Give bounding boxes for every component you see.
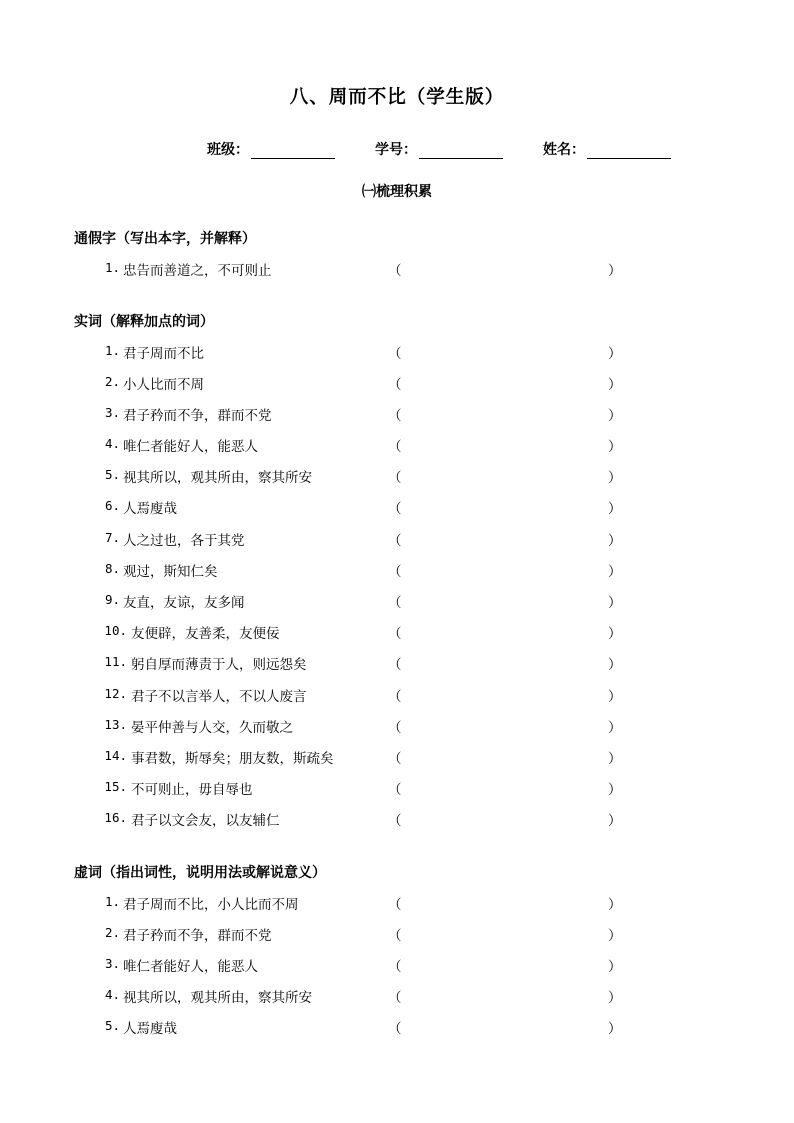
- item-number: 10.: [104, 623, 127, 638]
- list-item: [0, 809, 794, 829]
- item-text: 晏平仲善与人交，久而敬之: [131, 720, 293, 736]
- list-item: [0, 497, 794, 517]
- item-text: 君子矜而不争，群而不党: [123, 408, 272, 424]
- item-text: 人焉廋哉: [123, 1021, 177, 1037]
- item-number: 4.: [104, 987, 120, 1002]
- answer-close-paren: ）: [608, 377, 622, 393]
- list-item: [0, 685, 794, 705]
- answer-close-paren: ）: [608, 263, 622, 279]
- answer-close-paren: ）: [608, 689, 622, 705]
- answer-close-paren: ）: [608, 408, 622, 424]
- name-label: 姓名：: [543, 142, 585, 158]
- item-number: 2.: [104, 925, 120, 940]
- list-item: [0, 747, 794, 767]
- list-item: [0, 622, 794, 642]
- answer-close-paren: ）: [608, 959, 622, 975]
- answer-open-paren[interactable]: （: [388, 408, 402, 424]
- section-title-tongjiazi: 通假字（写出本字，并解释）: [74, 231, 256, 247]
- item-number: 15.: [104, 779, 127, 794]
- item-number: 4.: [104, 436, 120, 451]
- answer-open-paren[interactable]: （: [388, 782, 402, 798]
- page-title: 八、周而不比（学生版）: [289, 87, 505, 108]
- answer-open-paren[interactable]: （: [388, 813, 402, 829]
- item-number: 1.: [104, 343, 120, 358]
- answer-close-paren: ）: [608, 346, 622, 362]
- answer-close-paren: ）: [608, 720, 622, 736]
- list-item: [0, 924, 794, 944]
- list-item: [0, 404, 794, 424]
- list-item: [0, 591, 794, 611]
- item-number: 5.: [104, 467, 120, 482]
- item-text: 唯仁者能好人，能恶人: [123, 439, 258, 455]
- class-blank[interactable]: [251, 144, 335, 159]
- item-text: 事君数，斯辱矣；朋友数，斯疏矣: [131, 751, 334, 767]
- list-item: [0, 893, 794, 913]
- answer-close-paren: ）: [608, 564, 622, 580]
- item-text: 视其所以，观其所由，察其所安: [123, 990, 312, 1006]
- answer-open-paren[interactable]: （: [388, 533, 402, 549]
- list-item: [0, 342, 794, 362]
- list-item: [0, 435, 794, 455]
- answer-open-paren[interactable]: （: [388, 751, 402, 767]
- answer-close-paren: ）: [608, 928, 622, 944]
- item-text: 人焉廋哉: [123, 501, 177, 517]
- item-text: 君子周而不比: [123, 346, 204, 362]
- answer-open-paren[interactable]: （: [388, 263, 402, 279]
- item-text: 不可则止，毋自辱也: [131, 782, 253, 798]
- list-item: [0, 1017, 794, 1037]
- item-number: 12.: [104, 686, 127, 701]
- answer-open-paren[interactable]: （: [388, 1021, 402, 1037]
- item-number: 7.: [104, 530, 120, 545]
- item-number: 1.: [104, 260, 120, 275]
- answer-open-paren[interactable]: （: [388, 897, 402, 913]
- answer-close-paren: ）: [608, 657, 622, 673]
- answer-close-paren: ）: [608, 813, 622, 829]
- answer-open-paren[interactable]: （: [388, 657, 402, 673]
- answer-open-paren[interactable]: （: [388, 501, 402, 517]
- item-number: 13.: [104, 717, 127, 732]
- item-text: 友直，友谅，友多闻: [123, 595, 245, 611]
- item-text: 友便辟，友善柔，友便佞: [131, 626, 280, 642]
- section-title-xuci: 虚词（指出词性，说明用法或解说意义）: [74, 865, 326, 881]
- answer-close-paren: ）: [608, 897, 622, 913]
- item-number: 14.: [104, 748, 127, 763]
- item-number: 11.: [104, 654, 127, 669]
- list-item: [0, 466, 794, 486]
- list-item: [0, 653, 794, 673]
- answer-open-paren[interactable]: （: [388, 564, 402, 580]
- item-text: 人之过也，各于其党: [123, 533, 245, 549]
- student-id-blank[interactable]: [419, 144, 503, 159]
- name-blank[interactable]: [587, 144, 671, 159]
- answer-open-paren[interactable]: （: [388, 346, 402, 362]
- list-item: [0, 716, 794, 736]
- item-text: 小人比而不周: [123, 377, 204, 393]
- item-number: 6.: [104, 498, 120, 513]
- answer-open-paren[interactable]: （: [388, 689, 402, 705]
- item-text: 唯仁者能好人，能恶人: [123, 959, 258, 975]
- section-title-shici: 实词（解释加点的词）: [74, 314, 214, 330]
- answer-open-paren[interactable]: （: [388, 595, 402, 611]
- item-text: 躬自厚而薄责于人，则远怨矣: [131, 657, 307, 673]
- list-item: [0, 259, 794, 279]
- item-number: 3.: [104, 405, 120, 420]
- answer-close-paren: ）: [608, 439, 622, 455]
- answer-open-paren[interactable]: （: [388, 377, 402, 393]
- item-number: 9.: [104, 592, 120, 607]
- answer-close-paren: ）: [608, 782, 622, 798]
- item-number: 2.: [104, 374, 120, 389]
- answer-close-paren: ）: [608, 1021, 622, 1037]
- list-item: [0, 529, 794, 549]
- item-text: 君子不以言举人，不以人废言: [131, 689, 307, 705]
- item-number: 8.: [104, 561, 120, 576]
- answer-open-paren[interactable]: （: [388, 439, 402, 455]
- item-text: 君子以文会友，以友辅仁: [131, 813, 280, 829]
- answer-close-paren: ）: [608, 470, 622, 486]
- list-item: [0, 560, 794, 580]
- list-item: [0, 778, 794, 798]
- item-text: 君子矜而不争，群而不党: [123, 928, 272, 944]
- list-item: [0, 986, 794, 1006]
- answer-open-paren[interactable]: （: [388, 626, 402, 642]
- item-number: 16.: [104, 810, 127, 825]
- answer-open-paren[interactable]: （: [388, 928, 402, 944]
- answer-open-paren[interactable]: （: [388, 720, 402, 736]
- answer-open-paren[interactable]: （: [388, 470, 402, 486]
- answer-close-paren: ）: [608, 990, 622, 1006]
- item-number: 3.: [104, 956, 120, 971]
- answer-close-paren: ）: [608, 501, 622, 517]
- answer-close-paren: ）: [608, 595, 622, 611]
- student-id-label: 学号：: [375, 142, 417, 158]
- item-text: 观过，斯知仁矣: [123, 564, 218, 580]
- item-text: 视其所以，观其所由，察其所安: [123, 470, 312, 486]
- list-item: [0, 955, 794, 975]
- answer-open-paren[interactable]: （: [388, 959, 402, 975]
- item-text: 忠告而善道之，不可则止: [123, 263, 272, 279]
- name-field: [543, 139, 671, 159]
- class-label: 班级：: [207, 142, 249, 158]
- item-number: 5.: [104, 1018, 120, 1033]
- class-field: [207, 139, 335, 159]
- item-text: 君子周而不比，小人比而不周: [123, 897, 299, 913]
- section-heading: ㈠梳理积累: [362, 184, 432, 200]
- answer-close-paren: ）: [608, 626, 622, 642]
- answer-close-paren: ）: [608, 751, 622, 767]
- item-number: 1.: [104, 894, 120, 909]
- answer-open-paren[interactable]: （: [388, 990, 402, 1006]
- answer-close-paren: ）: [608, 533, 622, 549]
- list-item: [0, 373, 794, 393]
- student-id-field: [375, 139, 503, 159]
